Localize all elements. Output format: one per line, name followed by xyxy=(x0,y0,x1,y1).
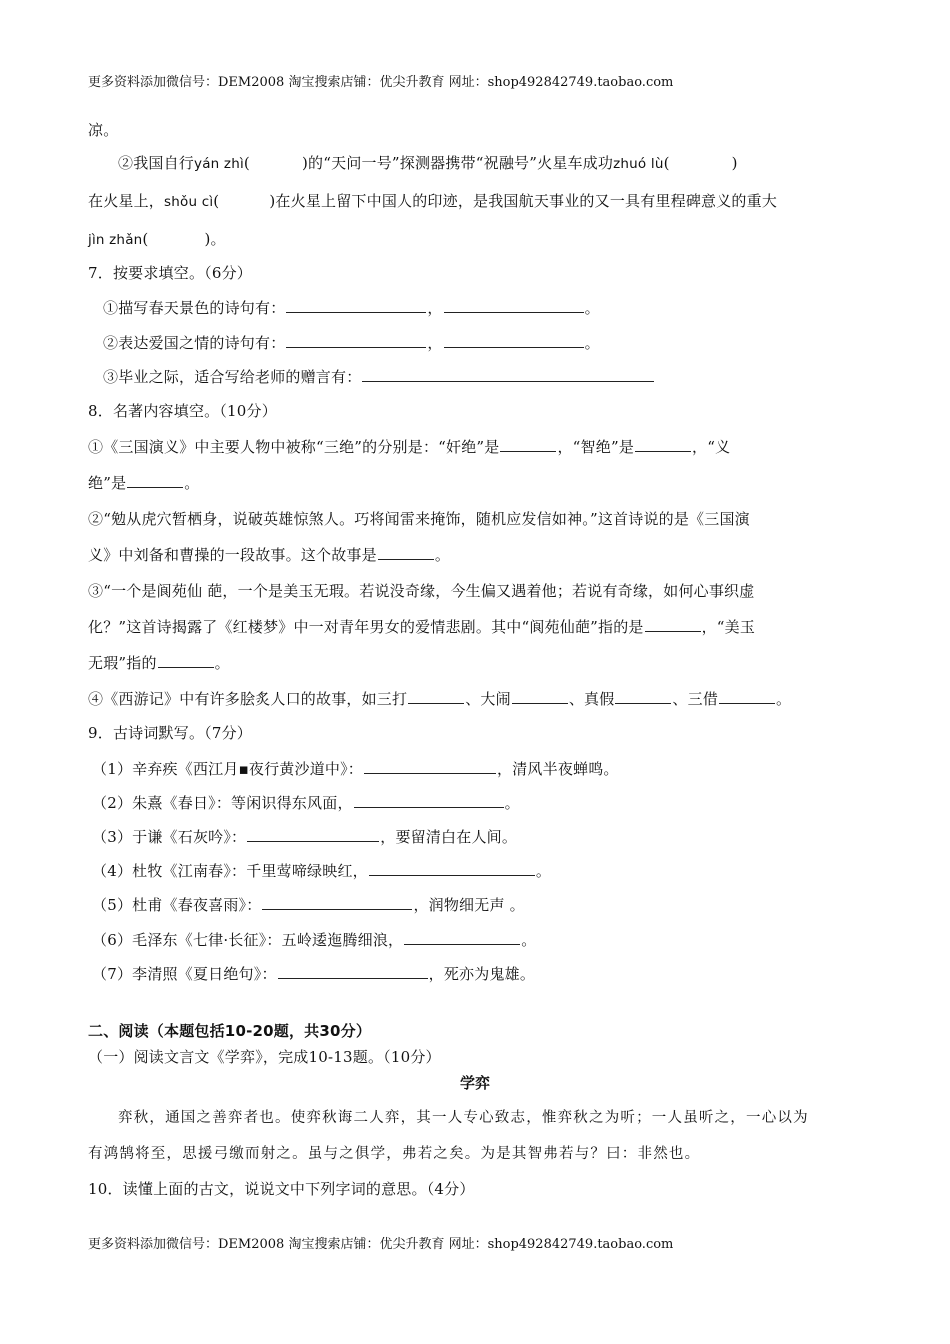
answer-blank[interactable] xyxy=(645,617,701,632)
answer-blank[interactable] xyxy=(512,689,568,704)
q8-item3-line3: 无瑕”指的 。 xyxy=(88,654,230,672)
answer-bracket[interactable]: ( ) xyxy=(663,154,738,172)
answer-blank[interactable] xyxy=(615,689,671,704)
q7-title: 7．按要求填空。（6分） xyxy=(88,264,252,282)
q7-item2: ②表达爱国之情的诗句有： ， 。 xyxy=(103,334,600,352)
pinyin-yanzhi: yán zhì xyxy=(194,156,244,172)
answer-blank[interactable] xyxy=(362,367,654,382)
q9-line3: （3）于谦《石灰吟》： ，要留清白在人间。 xyxy=(92,828,518,846)
answer-blank[interactable] xyxy=(286,298,426,313)
answer-blank[interactable] xyxy=(404,930,520,945)
q8-title: 8．名著内容填空。（10分） xyxy=(88,402,277,420)
passage-line1: 弈秋，通国之善弈者也。使弈秋诲二人弈，其一人专心致志，惟弈秋之为听；一人虽听之，一心以为 xyxy=(118,1110,809,1126)
q7-item3: ③毕业之际，适合写给老师的赠言有： xyxy=(103,366,655,387)
answer-blank[interactable] xyxy=(444,333,584,348)
pinyin-shouci: shǒu cì xyxy=(164,194,214,210)
answer-blank[interactable] xyxy=(408,689,464,704)
q10-title: 10．读懂上面的古文，说说文中下列字词的意思。（4分） xyxy=(88,1180,475,1198)
answer-blank[interactable] xyxy=(247,827,379,842)
answer-blank[interactable] xyxy=(719,689,775,704)
pinyin-jinzhan: jìn zhǎn xyxy=(88,232,143,248)
answer-blank[interactable] xyxy=(635,437,691,452)
q8-item1-line1: ①《三国演义》中主要人物中被称“三绝”的分别是：“奸绝”是 ，“智绝”是 ，“义 xyxy=(88,438,731,456)
q9-line2: （2）朱熹《春日》：等闲识得东风面， 。 xyxy=(92,794,520,812)
q6-continuation: 凉。 xyxy=(88,121,119,139)
answer-blank[interactable] xyxy=(354,793,504,808)
q8-item4: ④《西游记》中有许多脍炙人口的故事，如三打 、大闹 、真假 、三借 。 xyxy=(88,690,792,708)
q8-item3-line1: ③“一个是阆苑仙 葩，一个是美玉无瑕。若说没奇缘，今生偏又遇着他；若说有奇缘，如何心事织虚 xyxy=(88,582,755,600)
answer-blank[interactable] xyxy=(127,473,183,488)
passage-line2: 有鸿鹄将至，思援弓缴而射之。虽与之俱学，弗若之矣。为是其智弗若与？曰：非然也。 xyxy=(88,1146,701,1162)
answer-blank[interactable] xyxy=(500,437,556,452)
section2-title: 二、阅读（本题包括10-20题，共30分） xyxy=(88,1022,372,1040)
answer-blank[interactable] xyxy=(444,298,584,313)
answer-blank[interactable] xyxy=(262,895,412,910)
passage-title: 学弈 xyxy=(459,1074,490,1092)
q9-title: 9．古诗词默写。（7分） xyxy=(88,724,252,742)
section2-subtitle: （一）阅读文言文《学弈》，完成10-13题。（10分） xyxy=(88,1048,441,1066)
q8-item2-line2: 义》中刘备和曹操的一段故事。这个故事是 。 xyxy=(88,546,451,564)
answer-blank[interactable] xyxy=(158,653,214,668)
answer-blank[interactable] xyxy=(378,545,434,560)
page-footer: 更多资料添加微信号：DEM2008 淘宝搜索店铺：优尖升教育 网址：shop492842749.taobao.com xyxy=(88,1237,674,1252)
q9-line4: （4）杜牧《江南春》：千里莺啼绿映红， 。 xyxy=(92,862,552,880)
q9-line1: （1）辛弃疾《西江月▪夜行黄沙道中》： ，清风半夜蝉鸣。 xyxy=(92,760,619,778)
q9-line6: （6）毛泽东《七律·长征》：五岭逶迤腾细浪， 。 xyxy=(92,931,537,949)
q8-item2-line1: ②“勉从虎穴暂栖身，说破英雄惊煞人。巧将闻雷来掩饰，随机应发信如神。”这首诗说的是《三国演 xyxy=(88,510,750,528)
answer-blank[interactable] xyxy=(286,333,426,348)
answer-bracket[interactable]: ( ) xyxy=(213,192,276,210)
q6-item2-line1: ②我国自行yán zhì( )的“天问一号”探测器携带“祝融号”火星车成功zhuó lù( ) xyxy=(118,154,738,172)
q9-line7: （7）李清照《夏日绝句》： ，死亦为鬼雄。 xyxy=(92,965,536,983)
answer-bracket[interactable]: ( ) xyxy=(142,230,211,248)
answer-blank[interactable] xyxy=(369,861,535,876)
answer-bracket[interactable]: ( ) xyxy=(243,154,309,172)
q9-line5: （5）杜甫《春夜喜雨》： ，润物细无声 。 xyxy=(92,896,525,914)
answer-blank[interactable] xyxy=(364,759,496,774)
q8-item1-line2: 绝”是 。 xyxy=(88,474,200,492)
answer-blank[interactable] xyxy=(278,964,428,979)
q6-item2-line3: jìn zhǎn( )。 xyxy=(88,230,226,248)
q6-item2-line2: 在火星上，shǒu cì( )在火星上留下中国人的印迹，是我国航天事业的又一具有里程碑意义的重大 xyxy=(88,192,778,210)
q7-item1: ①描写春天景色的诗句有： ， 。 xyxy=(103,299,600,317)
page-header: 更多资料添加微信号：DEM2008 淘宝搜索店铺：优尖升教育 网址：shop492842749.taobao.com xyxy=(88,75,674,90)
pinyin-zhuolu: zhuó lù xyxy=(613,156,664,172)
q8-item3-line2: 化？”这首诗揭露了《红楼梦》中一对青年男女的爱情悲剧。其中“阆苑仙葩”指的是 ，“美玉 xyxy=(88,618,756,636)
